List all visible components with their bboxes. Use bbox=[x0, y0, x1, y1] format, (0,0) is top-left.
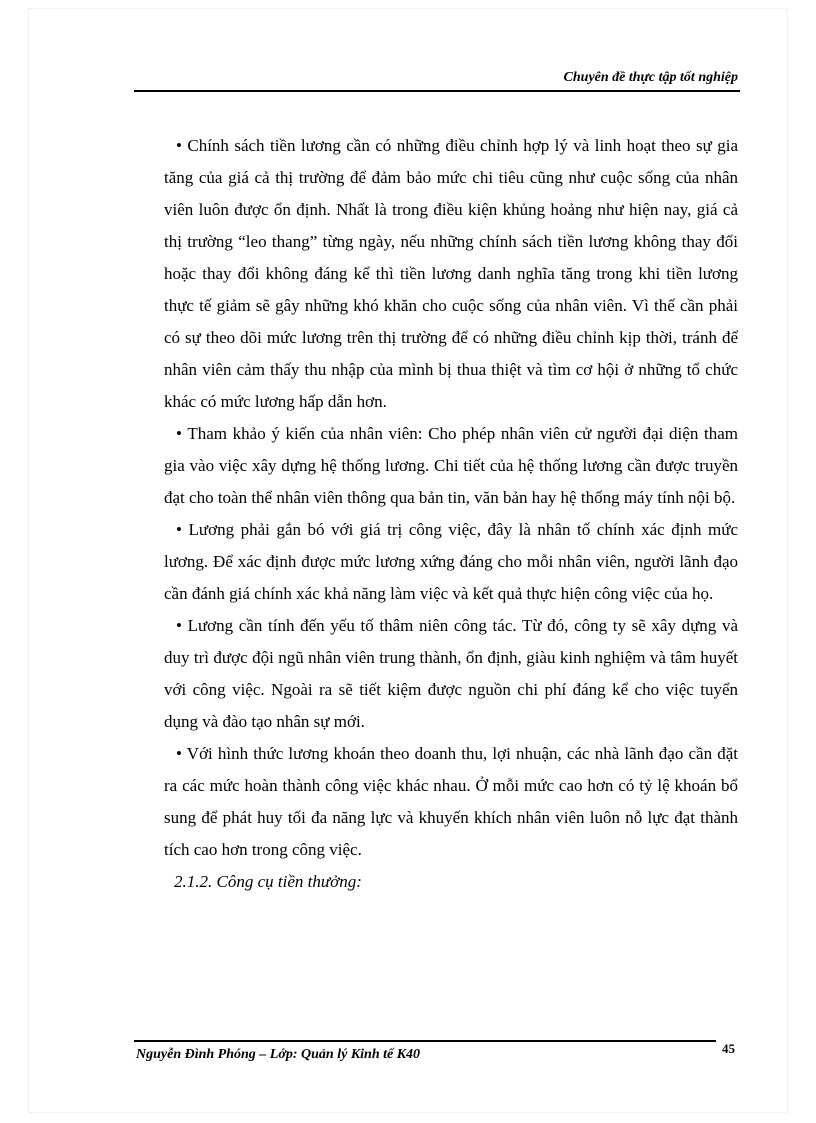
page-header bbox=[134, 64, 740, 92]
paragraph-commission: • Với hình thức lương khoán theo doanh thu, lợi nhuận, các nhà lãnh đạo cần đặt ra các mức hoàn thành công việc khác nhau. Ở mỗi mức cao hơn có tỷ lệ khoán bổ sung để phát huy tối đa năng lực và khuyến khích nhân viên luôn nỗ lực đạt thành tích cao hơn trong công việc. bbox=[164, 744, 738, 859]
header-title: Chuyên đề thực tập tốt nghiệp bbox=[563, 70, 738, 85]
footer-author: Nguyễn Đình Phóng – Lớp: Quản lý Kinh tế K40 bbox=[136, 1047, 421, 1062]
paragraph-seniority: • Lương cần tính đến yếu tố thâm niên công tác. Từ đó, công ty sẽ xây dựng và duy trì được đội ngũ nhân viên trung thành, ổn định, giàu kinh nghiệm và tâm huyết với công việc. Ngoài ra sẽ tiết kiệm được nguồn chi phí đáng kể cho việc tuyển dụng và đào tạo nhân sự mới. bbox=[164, 616, 738, 731]
section-subheading: 2.1.2. Công cụ tiền thưởng: bbox=[174, 872, 362, 891]
document-body bbox=[164, 130, 738, 898]
footer-divider bbox=[134, 1040, 716, 1042]
page-number: 45 bbox=[722, 1041, 735, 1056]
paragraph-salary-policy: • Chính sách tiền lương cần có những điều chỉnh hợp lý và linh hoạt theo sự gia tăng của giá cả thị trường để đảm bảo mức chi tiêu cũng như cuộc sống của nhân viên luôn được ổn định. Nhất là trong điều kiện khủng hoảng như hiện nay, giá cả thị trường “leo thang” từng ngày, nếu những chính sách tiền lương không thay đổi hoặc thay đổi không đáng kể thì tiền lương danh nghĩa tăng trong khi tiền lương thực tế giảm sẽ gây những khó khăn cho cuộc sống của nhân viên. Vì thế cần phải có sự theo dõi mức lương trên thị trường để có những điều chỉnh kịp thời, tránh để nhân viên cảm thấy thu nhập của mình bị thua thiệt và tìm cơ hội ở những tổ chức khác có mức lương hấp dẫn hơn. bbox=[164, 136, 738, 411]
paragraph-employee-consultation: • Tham khảo ý kiến của nhân viên: Cho phép nhân viên cử người đại diện tham gia vào việc xây dựng hệ thống lương. Chi tiết của hệ thống lương cần được truyền đạt cho toàn thể nhân viên thông qua bản tin, văn bản hay hệ thống máy tính nội bộ. bbox=[164, 424, 738, 507]
paragraph-job-value: • Lương phải gắn bó với giá trị công việc, đây là nhân tố chính xác định mức lương. Để xác định được mức lương xứng đáng cho mỗi nhân viên, người lãnh đạo cần đánh giá chính xác khả năng làm việc và kết quả thực hiện công việc của họ. bbox=[164, 520, 738, 603]
